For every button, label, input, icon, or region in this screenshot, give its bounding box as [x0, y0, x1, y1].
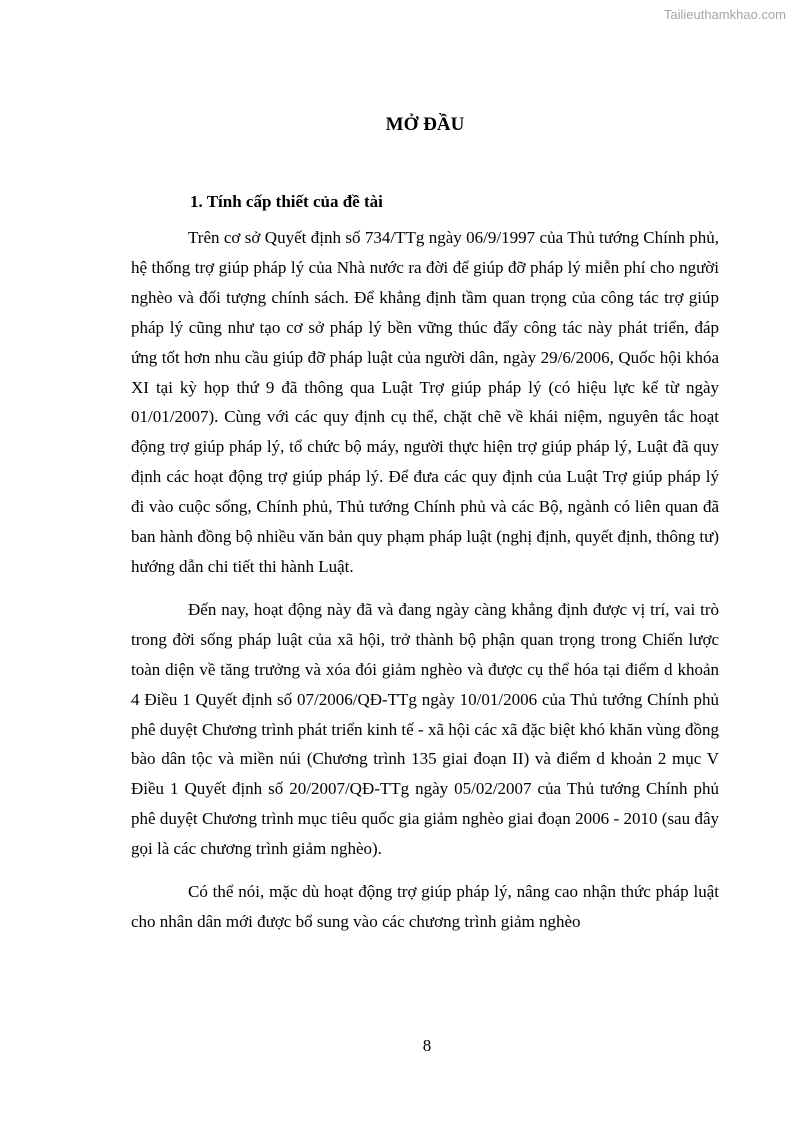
watermark: Tailieuthamkhao.com [663, 7, 786, 22]
paragraph-2: Đến nay, hoạt động này đã và đang ngày càng khẳng định được vị trí, vai trò trong đời sống pháp luật của xã hội, trở thành bộ phận quan trọng trong Chiến lược toàn diện về tăng trưởng và xóa đói giảm nghèo và được cụ thể hóa tại điểm d khoản 4 Điều 1 Quyết định số 07/2006/QĐ-TTg ngày 10/01/2006 của Thủ tướng Chính phủ phê duyệt Chương trình phát triển kinh tế - xã hội các xã đặc biệt khó khăn vùng đồng bào dân tộc và miền núi (Chương trình 135 giai đoạn II) và điểm d khoản 2 mục V Điều 1 Quyết định số 20/2007/QĐ-TTg ngày 05/02/2007 của Thủ tướng Chính phủ phê duyệt Chương trình mục tiêu quốc gia giảm nghèo giai đoạn 2006 - 2010 (sau đây gọi là các chương trình giảm nghèo). [131, 599, 719, 859]
section-heading: 1. Tính cấp thiết của đề tài [190, 192, 383, 211]
document-body [131, 110, 719, 937]
paragraph-3: Có thể nói, mặc dù hoạt động trợ giúp pháp lý, nâng cao nhận thức pháp luật cho nhân dân mới được bổ sung vào các chương trình giảm nghèo [131, 882, 719, 931]
page-title: MỞ ĐẦU [385, 114, 465, 135]
page-number: 8 [422, 1036, 432, 1055]
paragraph-1: Trên cơ sở Quyết định số 734/TTg ngày 06/9/1997 của Thủ tướng Chính phủ, hệ thống trợ giúp pháp lý của Nhà nước ra đời để giúp đỡ pháp lý miễn phí cho người nghèo và đối tượng chính sách. Để khẳng định tầm quan trọng của công tác trợ giúp pháp lý cũng như tạo cơ sở pháp lý bền vững thúc đẩy công tác này phát triển, đáp ứng tốt hơn nhu cầu giúp đỡ pháp luật của người dân, ngày 29/6/2006, Quốc hội khóa XI tại kỳ họp thứ 9 đã thông qua Luật Trợ giúp pháp lý (có hiệu lực kể từ ngày 01/01/2007). Cùng với các quy định cụ thể, chặt chẽ về khái niệm, nguyên tắc hoạt động trợ giúp pháp lý, tổ chức bộ máy, người thực hiện trợ giúp pháp lý, Luật đã quy định các hoạt động trợ giúp pháp lý. Để đưa các quy định của Luật Trợ giúp pháp lý đi vào cuộc sống, Chính phủ, Thủ tướng Chính phủ và các Bộ, ngành có liên quan đã ban hành đồng bộ nhiều văn bản quy phạm pháp luật (nghị định, quyết định, thông tư) hướng dẫn chi tiết thi hành Luật. [131, 228, 719, 576]
